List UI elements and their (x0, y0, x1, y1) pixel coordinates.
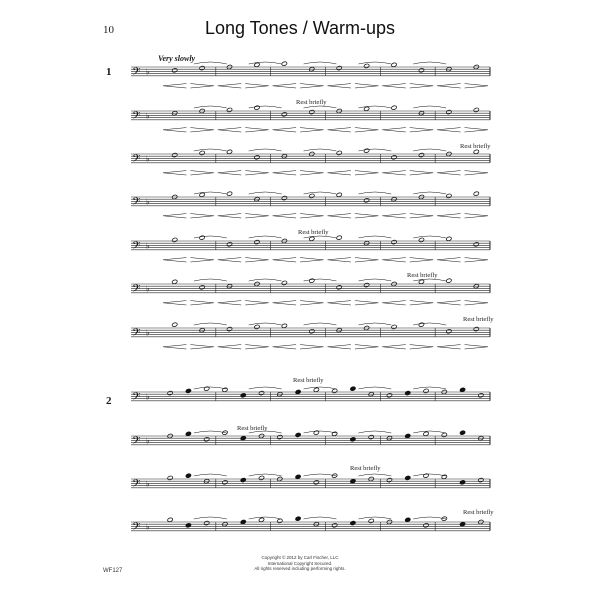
rest-marking: Rest briefly (463, 509, 494, 516)
decrescendo-hairpin (300, 258, 323, 262)
decrescendo-hairpin (190, 171, 213, 175)
decrescendo-hairpin (190, 345, 213, 349)
tie-arc (413, 387, 446, 389)
tie-arc (249, 236, 282, 238)
flat-icon: ♭ (146, 522, 150, 532)
decrescendo-hairpin (190, 214, 213, 218)
tie-arc (413, 192, 446, 194)
tie-arc (304, 323, 337, 325)
crescendo-hairpin (163, 301, 186, 305)
note-head (295, 389, 301, 394)
bass-clef-icon: 𝄢 (132, 477, 141, 493)
note-head (446, 236, 452, 241)
tie-arc (413, 62, 446, 64)
note-head (172, 153, 178, 158)
tie-arc (304, 431, 337, 433)
crescendo-hairpin (382, 301, 405, 305)
crescendo-hairpin (218, 258, 241, 262)
tie-arc (194, 323, 227, 325)
crescendo-hairpin (163, 84, 186, 88)
rest-marking: Rest briefly (460, 143, 491, 150)
decrescendo-hairpin (245, 345, 268, 349)
note-head (391, 324, 397, 329)
note-head (478, 478, 484, 483)
tie-arc (194, 192, 227, 194)
note-head (295, 516, 301, 521)
tie-arc (194, 431, 227, 433)
note-head (386, 393, 392, 398)
tie-arc (358, 236, 391, 238)
tie-arc (249, 474, 282, 476)
crescendo-hairpin (273, 214, 296, 218)
bass-clef-icon: 𝄢 (132, 109, 141, 125)
tie-arc (194, 279, 227, 281)
note-head (418, 153, 424, 158)
note-head (423, 388, 429, 393)
crescendo-hairpin (437, 214, 460, 218)
crescendo-hairpin (328, 171, 351, 175)
note-head (350, 437, 356, 442)
note-head (240, 393, 246, 398)
decrescendo-hairpin (300, 171, 323, 175)
note-head (391, 62, 397, 67)
tie-arc (249, 323, 282, 325)
decrescendo-hairpin (465, 128, 488, 132)
crescendo-hairpin (273, 84, 296, 88)
copyright-line: All rights reserved including performing rights. (254, 566, 346, 571)
note-head (277, 435, 283, 440)
decrescendo-hairpin (190, 301, 213, 305)
crescendo-hairpin (382, 214, 405, 218)
note-head (368, 518, 374, 523)
note-head (172, 322, 178, 327)
tempo-marking: Very slowly (158, 54, 196, 63)
note-head (226, 242, 232, 247)
bass-clef-icon: 𝄢 (132, 326, 141, 342)
decrescendo-hairpin (245, 171, 268, 175)
decrescendo-hairpin (300, 301, 323, 305)
tie-arc (413, 431, 446, 433)
note-head (473, 191, 479, 196)
note-head (281, 196, 287, 201)
decrescendo-hairpin (300, 128, 323, 132)
decrescendo-hairpin (300, 214, 323, 218)
crescendo-hairpin (382, 345, 405, 349)
exercise-number-2: 2 (106, 395, 112, 407)
note-head (226, 149, 232, 154)
crescendo-hairpin (328, 345, 351, 349)
tie-arc (249, 192, 282, 194)
tie-arc (413, 236, 446, 238)
note-head (185, 388, 191, 393)
crescendo-hairpin (382, 84, 405, 88)
tie-arc (358, 149, 391, 151)
tie-arc (304, 62, 337, 64)
note-head (418, 68, 424, 73)
note-head (167, 517, 173, 522)
note-head (199, 285, 205, 290)
note-head (336, 285, 342, 290)
crescendo-hairpin (328, 128, 351, 132)
tie-arc (304, 517, 337, 519)
crescendo-hairpin (437, 345, 460, 349)
decrescendo-hairpin (410, 258, 433, 262)
decrescendo-hairpin (190, 128, 213, 132)
note-head (167, 475, 173, 480)
tie-arc (194, 62, 227, 64)
page-title: Long Tones / Warm-ups (204, 18, 396, 38)
crescendo-hairpin (218, 128, 241, 132)
flat-icon: ♭ (146, 197, 150, 207)
rest-marking: Rest briefly (298, 229, 329, 236)
note-head (336, 192, 342, 197)
crescendo-hairpin (328, 301, 351, 305)
flat-icon: ♭ (146, 392, 150, 402)
tie-arc (358, 106, 391, 108)
tie-arc (413, 323, 446, 325)
tie-arc (358, 431, 391, 433)
crescendo-hairpin (163, 258, 186, 262)
note-head (258, 475, 264, 480)
tie-arc (304, 236, 337, 238)
decrescendo-hairpin (410, 128, 433, 132)
tie-arc (358, 279, 391, 281)
tie-arc (249, 517, 282, 519)
bass-clef-icon: 𝄢 (132, 65, 141, 81)
tie-arc (304, 279, 337, 281)
bass-clef-icon: 𝄢 (132, 195, 141, 211)
bass-clef-icon: 𝄢 (132, 239, 141, 255)
decrescendo-hairpin (465, 301, 488, 305)
note-head (473, 107, 479, 112)
tie-arc (413, 149, 446, 151)
flat-icon: ♭ (146, 436, 150, 446)
note-head (336, 66, 342, 71)
decrescendo-hairpin (355, 128, 378, 132)
crescendo-hairpin (382, 171, 405, 175)
note-head (172, 279, 178, 284)
note-head (386, 478, 392, 483)
crescendo-hairpin (437, 84, 460, 88)
note-head (254, 240, 260, 245)
decrescendo-hairpin (300, 345, 323, 349)
note-head (446, 278, 452, 283)
page-number: 10 (103, 24, 114, 36)
note-head (478, 393, 484, 398)
flat-icon: ♭ (146, 241, 150, 251)
decrescendo-hairpin (245, 258, 268, 262)
crescendo-hairpin (437, 301, 460, 305)
note-head (226, 191, 232, 196)
crescendo-hairpin (163, 128, 186, 132)
note-head (281, 323, 287, 328)
rest-marking: Rest briefly (293, 377, 324, 384)
note-head (364, 283, 370, 288)
note-head (350, 521, 356, 526)
decrescendo-hairpin (410, 214, 433, 218)
tie-arc (194, 517, 227, 519)
note-head (441, 432, 447, 437)
crescendo-hairpin (163, 214, 186, 218)
note-head (405, 433, 411, 438)
rest-marking: Rest briefly (237, 425, 268, 432)
tie-arc (358, 323, 391, 325)
crescendo-hairpin (273, 301, 296, 305)
crescendo-hairpin (328, 258, 351, 262)
decrescendo-hairpin (465, 345, 488, 349)
note-head (185, 523, 191, 528)
decrescendo-hairpin (245, 128, 268, 132)
flat-icon: ♭ (146, 479, 150, 489)
flat-icon: ♭ (146, 284, 150, 294)
copyright-line: International Copyright Secured. (267, 560, 333, 566)
note-head (226, 107, 232, 112)
note-head (350, 479, 356, 484)
decrescendo-hairpin (410, 345, 433, 349)
flat-icon: ♭ (146, 154, 150, 164)
note-head (254, 105, 260, 110)
decrescendo-hairpin (245, 301, 268, 305)
tie-arc (304, 387, 337, 389)
crescendo-hairpin (328, 214, 351, 218)
crescendo-hairpin (328, 84, 351, 88)
note-head (460, 387, 466, 392)
note-head (364, 148, 370, 153)
bass-clef-icon: 𝄢 (132, 390, 141, 406)
crescendo-hairpin (163, 345, 186, 349)
note-head (350, 386, 356, 391)
crescendo-hairpin (273, 345, 296, 349)
rest-marking: Rest briefly (350, 465, 381, 472)
note-head (199, 66, 205, 71)
decrescendo-hairpin (190, 84, 213, 88)
crescendo-hairpin (382, 258, 405, 262)
decrescendo-hairpin (300, 84, 323, 88)
tie-arc (413, 474, 446, 476)
note-head (332, 523, 338, 528)
decrescendo-hairpin (355, 171, 378, 175)
note-head (405, 517, 411, 522)
copyright-notice (0, 555, 600, 572)
bass-clef-icon: 𝄢 (132, 282, 141, 298)
tie-arc (194, 236, 227, 238)
decrescendo-hairpin (355, 214, 378, 218)
note-head (281, 112, 287, 117)
note-head (295, 474, 301, 479)
crescendo-hairpin (218, 345, 241, 349)
note-head (313, 480, 319, 485)
tie-arc (249, 279, 282, 281)
note-head (460, 480, 466, 485)
tie-arc (358, 517, 391, 519)
note-head (204, 521, 210, 526)
crescendo-hairpin (218, 84, 241, 88)
note-head (167, 391, 173, 396)
note-head (185, 473, 191, 478)
bass-clef-icon: 𝄢 (132, 434, 141, 450)
note-head (309, 329, 315, 334)
note-head (309, 110, 315, 115)
note-head (277, 518, 283, 523)
note-head (309, 278, 315, 283)
note-head (473, 242, 479, 247)
note-head (446, 193, 452, 198)
note-head (199, 235, 205, 240)
flat-icon: ♭ (146, 67, 150, 77)
note-head (240, 436, 246, 441)
decrescendo-hairpin (465, 84, 488, 88)
tie-arc (249, 387, 282, 389)
note-head (254, 155, 260, 160)
tie-arc (304, 474, 337, 476)
decrescendo-hairpin (355, 258, 378, 262)
note-head (226, 327, 232, 332)
note-head (460, 522, 466, 527)
note-head (281, 61, 287, 66)
tie-arc (249, 149, 282, 151)
note-head (460, 430, 466, 435)
decrescendo-hairpin (465, 258, 488, 262)
crescendo-hairpin (273, 258, 296, 262)
note-head (172, 237, 178, 242)
tie-arc (413, 106, 446, 108)
tie-arc (358, 474, 391, 476)
note-head (473, 327, 479, 332)
note-head (258, 517, 264, 522)
rest-marking: Rest briefly (296, 99, 327, 106)
decrescendo-hairpin (245, 84, 268, 88)
note-head (391, 105, 397, 110)
note-head (240, 519, 246, 524)
note-head (222, 480, 228, 485)
note-head (313, 387, 319, 392)
decrescendo-hairpin (465, 214, 488, 218)
crescendo-hairpin (218, 301, 241, 305)
note-head (332, 388, 338, 393)
catalog-code: WF127 (103, 568, 123, 574)
crescendo-hairpin (273, 171, 296, 175)
note-head (185, 431, 191, 436)
decrescendo-hairpin (190, 258, 213, 262)
decrescendo-hairpin (355, 301, 378, 305)
tie-arc (413, 517, 446, 519)
note-head (204, 437, 210, 442)
crescendo-hairpin (163, 171, 186, 175)
tie-arc (304, 149, 337, 151)
note-head (391, 155, 397, 160)
rest-marking: Rest briefly (463, 316, 494, 323)
crescendo-hairpin (437, 128, 460, 132)
crescendo-hairpin (437, 171, 460, 175)
decrescendo-hairpin (355, 345, 378, 349)
decrescendo-hairpin (465, 171, 488, 175)
note-head (309, 193, 315, 198)
note-head (405, 391, 411, 396)
exercise-number-1: 1 (106, 66, 112, 78)
note-head (391, 240, 397, 245)
tie-arc (249, 62, 282, 64)
note-head (405, 475, 411, 480)
tie-arc (413, 279, 446, 281)
tie-arc (249, 106, 282, 108)
note-head (254, 324, 260, 329)
tie-arc (194, 387, 227, 389)
tie-arc (194, 474, 227, 476)
note-head (295, 432, 301, 437)
note-head (258, 391, 264, 396)
tie-arc (304, 106, 337, 108)
note-head (423, 431, 429, 436)
note-head (368, 435, 374, 440)
crescendo-hairpin (273, 128, 296, 132)
flat-icon: ♭ (146, 328, 150, 338)
decrescendo-hairpin (355, 84, 378, 88)
crescendo-hairpin (382, 128, 405, 132)
note-head (199, 150, 205, 155)
note-head (446, 110, 452, 115)
note-head (446, 329, 452, 334)
bass-clef-icon: 𝄢 (132, 152, 141, 168)
note-head (281, 280, 287, 285)
crescendo-hairpin (437, 258, 460, 262)
note-head (364, 198, 370, 203)
decrescendo-hairpin (245, 214, 268, 218)
bass-clef-icon: 𝄢 (132, 520, 141, 536)
note-head (423, 523, 429, 528)
tie-arc (194, 106, 227, 108)
copyright-line: Copyright © 2012 by Carl Fischer, LLC (261, 555, 339, 560)
tie-arc (358, 192, 391, 194)
note-head (240, 478, 246, 483)
crescendo-hairpin (218, 171, 241, 175)
note-head (172, 68, 178, 73)
note-head (336, 235, 342, 240)
decrescendo-hairpin (410, 301, 433, 305)
tie-arc (194, 149, 227, 151)
decrescendo-hairpin (410, 84, 433, 88)
flat-icon: ♭ (146, 111, 150, 121)
note-head (364, 63, 370, 68)
crescendo-hairpin (218, 214, 241, 218)
note-head (336, 150, 342, 155)
decrescendo-hairpin (410, 171, 433, 175)
note-head (418, 237, 424, 242)
tie-arc (358, 387, 391, 389)
note-head (418, 322, 424, 327)
tie-arc (358, 62, 391, 64)
tie-arc (304, 192, 337, 194)
rest-marking: Rest briefly (407, 272, 438, 279)
